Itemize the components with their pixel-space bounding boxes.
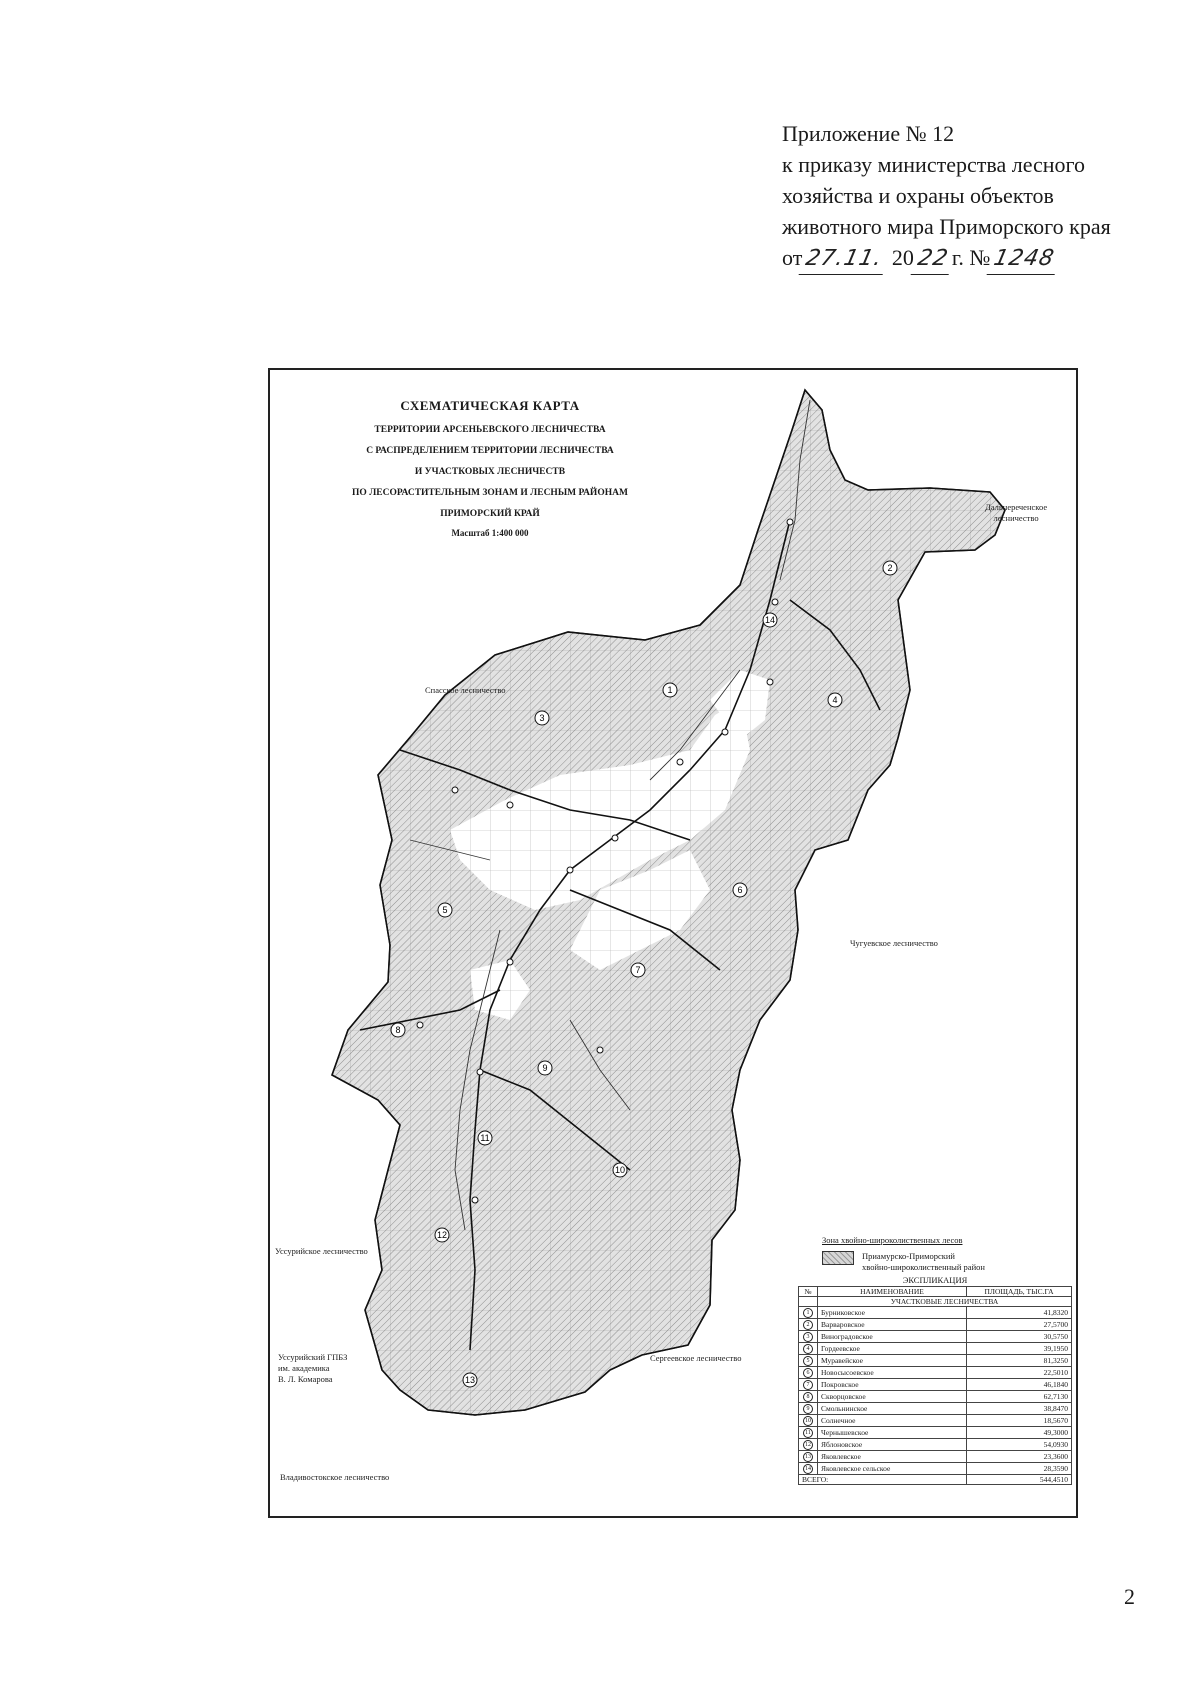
row-area: 49,3000 [967, 1427, 1072, 1439]
row-name: Гордеевское [818, 1343, 967, 1355]
svg-text:3: 3 [539, 713, 545, 723]
explication-row [799, 1379, 1072, 1391]
row-name: Новосысоевское [818, 1367, 967, 1379]
row-name: Яблоновское [818, 1439, 967, 1451]
row-number: 8 [803, 1392, 813, 1402]
total-value: 544,4510 [967, 1475, 1072, 1485]
legend-hatch-swatch [822, 1251, 854, 1265]
district-label-14 [763, 613, 777, 627]
svg-text:13: 13 [464, 1375, 476, 1385]
explication-row [799, 1307, 1072, 1319]
map-subtitle-3: И УЧАСТКОВЫХ ЛЕСНИЧЕСТВ [414, 467, 566, 477]
page-number: 2 [1124, 1584, 1135, 1609]
explication-row [799, 1367, 1072, 1379]
appendix-line-3: хозяйства и охраны объектов [782, 183, 1054, 208]
order-year-prefix: 20 [891, 245, 914, 270]
svg-text:14: 14 [764, 615, 776, 625]
district-label-3 [535, 711, 549, 725]
neighbor-dalnerechenskoe: Дальнереченское лесничество [985, 502, 1048, 523]
col-name: НАИМЕНОВАНИЕ [818, 1287, 967, 1297]
map-title: СХЕМАТИЧЕСКАЯ КАРТА [400, 398, 580, 413]
row-number: 1 [803, 1308, 813, 1318]
neighbor-chuguevskoe: Чугуевское лесничество [850, 938, 938, 948]
map-subtitle-2: С РАСПРЕДЕЛЕНИЕМ ТЕРРИТОРИИ ЛЕСНИЧЕСТВА [366, 446, 614, 456]
row-number: 12 [805, 1442, 811, 1448]
explication-section [799, 1297, 1072, 1307]
handwritten-order-number: 1248 [987, 243, 1062, 275]
row-area: 81,3250 [967, 1355, 1072, 1367]
map-subtitle-5: ПРИМОРСКИЙ КРАЙ [440, 509, 540, 519]
district-label-2 [883, 561, 897, 575]
row-name: Варваровское [818, 1319, 967, 1331]
row-area: 41,8320 [967, 1307, 1072, 1319]
explication-row [799, 1427, 1072, 1439]
neighbor-ussuriyskoe: Уссурийское лесничество [275, 1246, 368, 1256]
explication-row [799, 1355, 1072, 1367]
row-area: 23,3600 [967, 1451, 1072, 1463]
map-title-block [310, 398, 670, 538]
district-label-12 [435, 1228, 449, 1242]
row-number: 5 [803, 1356, 813, 1366]
row-name: Скворцовское [818, 1391, 967, 1403]
district-label-6 [733, 883, 747, 897]
district-label-5 [438, 903, 452, 917]
map-subtitle-4: ПО ЛЕСОРАСТИТЕЛЬНЫМ ЗОНАМ И ЛЕСНЫМ РАЙОНАМ [352, 488, 628, 498]
neighbor-sergeevskoe: Сергеевское лесничество [650, 1353, 742, 1363]
explication-row [799, 1463, 1072, 1475]
svg-text:1: 1 [667, 685, 673, 695]
district-label-13 [463, 1373, 477, 1387]
row-number: 4 [803, 1344, 813, 1354]
svg-text:12: 12 [436, 1230, 448, 1240]
row-number: 2 [803, 1320, 813, 1330]
map-legend [822, 1235, 1072, 1273]
neighbor-vladivostokskoe: Владивостокское лесничество [280, 1472, 390, 1482]
col-area: ПЛОЩАДЬ, ТЫС.ГА [967, 1287, 1072, 1297]
svg-text:8: 8 [395, 1025, 401, 1035]
appendix-line-1: Приложение № 12 [782, 121, 955, 146]
row-number: 11 [803, 1428, 813, 1438]
district-label-9 [538, 1061, 552, 1075]
neighbor-ussuriyskiy-gpbz: Уссурийский ГПБЗ им. академика В. Л. Комарова [278, 1352, 348, 1384]
explication-title: ЭКСПЛИКАЦИЯ [902, 1275, 968, 1285]
row-area: 28,3590 [967, 1463, 1072, 1475]
svg-text:5: 5 [442, 905, 448, 915]
appendix-line-4: животного мира Приморского края [782, 214, 1111, 239]
row-number: 14 [805, 1466, 811, 1472]
row-area: 62,7130 [967, 1391, 1072, 1403]
row-number: 9 [803, 1404, 813, 1414]
explication-row [799, 1403, 1072, 1415]
district-label-1 [663, 683, 677, 697]
row-area: 22,5010 [967, 1367, 1072, 1379]
row-name: Виноградовское [818, 1331, 967, 1343]
district-label-8 [391, 1023, 405, 1037]
legend-title: Зона хвойно-широколиственных лесов [822, 1235, 963, 1245]
district-label-11 [478, 1131, 492, 1145]
map-frame [268, 368, 1078, 1518]
row-name: Яковлевское [818, 1451, 967, 1463]
explication-total-row [799, 1475, 1072, 1485]
row-name: Солнечное [818, 1415, 967, 1427]
legend-item [822, 1251, 1072, 1273]
appendix-header [782, 118, 1182, 275]
row-name: Бурниковское [818, 1307, 967, 1319]
row-number: 6 [803, 1368, 813, 1378]
row-area: 54,0930 [967, 1439, 1072, 1451]
section-label: УЧАСТКОВЫЕ ЛЕСНИЧЕСТВА [818, 1297, 1072, 1307]
explication-row [799, 1415, 1072, 1427]
svg-text:10: 10 [614, 1165, 626, 1175]
row-name: Муравейское [818, 1355, 967, 1367]
svg-text:7: 7 [635, 965, 641, 975]
row-area: 38,8470 [967, 1403, 1072, 1415]
district-label-7 [631, 963, 645, 977]
explication-row [799, 1331, 1072, 1343]
row-number: 3 [803, 1332, 813, 1342]
district-label-10 [613, 1163, 627, 1177]
explication-rows [799, 1307, 1072, 1475]
row-name: Яковлевское сельское [818, 1463, 967, 1475]
order-prefix: от [782, 245, 803, 270]
row-area: 27,5700 [967, 1319, 1072, 1331]
svg-text:9: 9 [542, 1063, 548, 1073]
order-year-unit: г. № [951, 245, 991, 270]
total-label: ВСЕГО: [799, 1475, 967, 1485]
row-area: 30,5750 [967, 1331, 1072, 1343]
explication-row [799, 1451, 1072, 1463]
legend-item-line-2: хвойно-широколиственный район [862, 1262, 985, 1272]
row-area: 18,5670 [967, 1415, 1072, 1427]
row-number: 10 [805, 1418, 811, 1424]
row-name: Покровское [818, 1379, 967, 1391]
explication-table [798, 1275, 1072, 1485]
map-scale: Масштаб 1:400 000 [451, 528, 529, 538]
svg-text:2: 2 [887, 563, 893, 573]
row-area: 39,1950 [967, 1343, 1072, 1355]
svg-text:11: 11 [480, 1133, 490, 1143]
explication-row [799, 1319, 1072, 1331]
appendix-line-2: к приказу министерства лесного [782, 152, 1086, 177]
map-subtitle-1: ТЕРРИТОРИИ АРСЕНЬЕВСКОГО ЛЕСНИЧЕСТВА [374, 425, 606, 435]
explication-header [799, 1287, 1072, 1297]
svg-text:4: 4 [832, 695, 838, 705]
row-name: Смольнинское [818, 1403, 967, 1415]
row-area: 46,1840 [967, 1379, 1072, 1391]
district-label-4 [828, 693, 842, 707]
explication-row [799, 1391, 1072, 1403]
svg-text:6: 6 [737, 885, 743, 895]
explication-row [799, 1343, 1072, 1355]
neighbor-spasskoe: Спасское лесничество [425, 685, 506, 695]
legend-item-line-1: Приамурско-Приморский [862, 1251, 955, 1261]
handwritten-year: 22 [910, 243, 955, 275]
handwritten-day-month: 27.11. [799, 243, 890, 275]
col-num: № [799, 1287, 818, 1297]
explication-row [799, 1439, 1072, 1451]
row-name: Чернышевское [818, 1427, 967, 1439]
row-number: 13 [805, 1454, 811, 1460]
order-date-number [782, 242, 1182, 275]
row-number: 7 [803, 1380, 813, 1390]
